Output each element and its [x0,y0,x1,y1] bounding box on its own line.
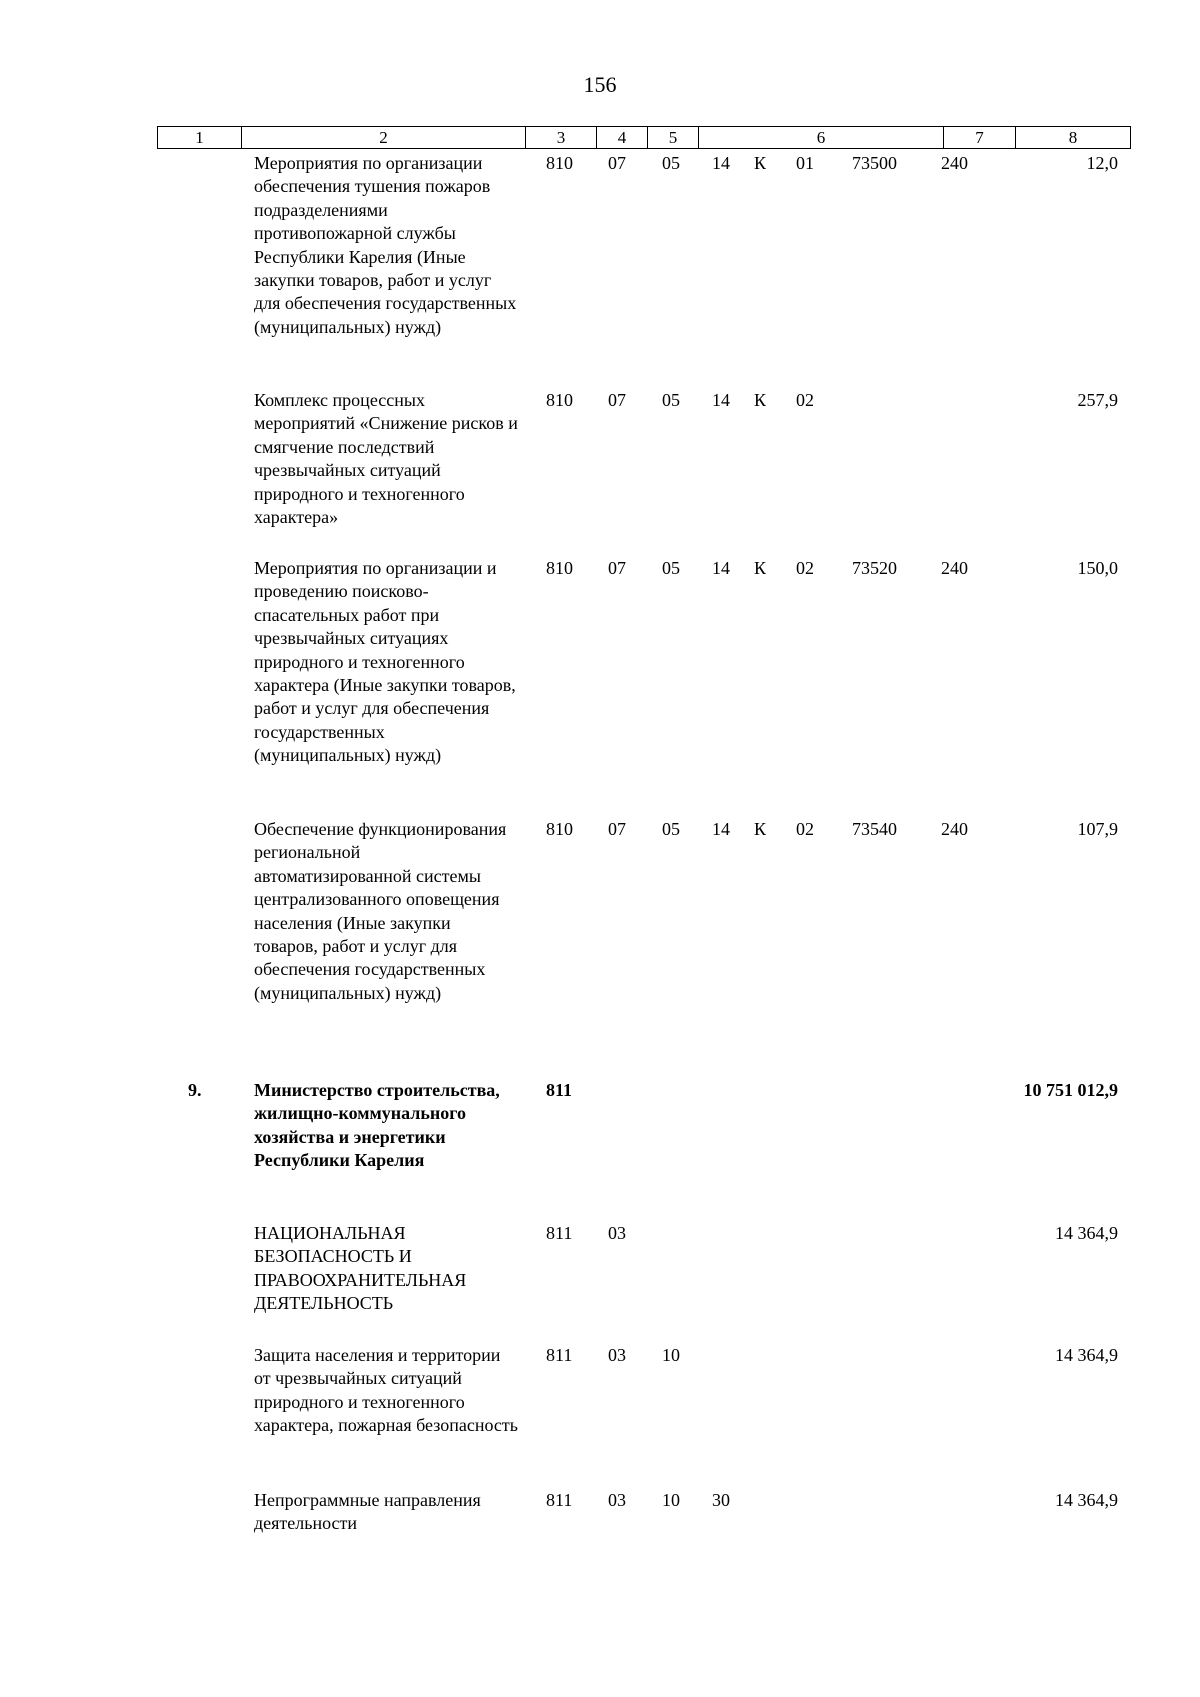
table-header [157,126,1131,151]
row-name: Комплекс процессных мероприятий «Снижение рисков и смягчение последствий чрезвычайных ситуаций природного и техногенного характера» [254,390,518,528]
row-amount: 14 364,9 [1055,1345,1118,1365]
row-code-6c: 02 [796,390,814,410]
row-code-3: 811 [546,1080,573,1100]
row-code-6a: 14 [712,153,730,173]
row-code-4: 03 [608,1345,626,1365]
row-code-6a: 14 [712,819,730,839]
row-code-6c: 02 [796,558,814,578]
row-code-4: 03 [608,1490,626,1510]
row-amount: 14 364,9 [1055,1490,1118,1510]
header-col-5: 5 [647,126,699,149]
row-code-6b: К [754,153,767,173]
row-code-4: 03 [608,1223,626,1243]
row-amount: 257,9 [1077,390,1118,410]
row-code-6c: 02 [796,819,814,839]
row-name: Защита населения и территории от чрезвычайных ситуаций природного и техногенного характера, пожарная безопасность [254,1345,518,1436]
row-name: Министерство строительства, жилищно-коммунального хозяйства и энергетики Республики Карелия [254,1080,500,1171]
row-code-6d: 73540 [852,819,897,839]
row-code-5: 05 [662,819,680,839]
row-code-6a: 14 [712,390,730,410]
row-code-3: 810 [546,390,573,410]
row-code-7: 240 [941,153,968,173]
row-code-7: 240 [941,558,968,578]
row-amount: 107,9 [1077,819,1118,839]
row-code-5: 10 [662,1490,680,1510]
row-code-4: 07 [608,558,626,578]
page-number: 156 [583,72,617,97]
row-code-6a: 30 [712,1490,730,1510]
row-code-6c: 01 [796,153,814,173]
header-col-7: 7 [943,126,1016,149]
row-code-3: 811 [546,1490,573,1510]
row-name: Обеспечение функционирования региональной автоматизированной системы централизованного оповещения населения (Иные закупки товаров, работ и услуг для обеспечения государственных (муниципальных) нужд) [254,819,507,1003]
row-name: Непрограммные направления деятельности [254,1490,481,1534]
row-code-5: 05 [662,153,680,173]
row-name: Мероприятия по организации и проведению поисково-спасательных работ при чрезвычайных ситуациях природного и техногенного характера (Иные закупки товаров, работ и услуг для обеспечения государственных (муниципальных) нужд) [254,558,516,766]
row-code-3: 811 [546,1345,573,1365]
row-code-5: 05 [662,558,680,578]
row-number: 9. [188,1080,202,1100]
header-col-8: 8 [1015,126,1131,149]
row-code-5: 10 [662,1345,680,1365]
row-code-6b: К [754,819,767,839]
row-amount: 10 751 012,9 [1023,1080,1118,1100]
row-code-3: 810 [546,153,573,173]
row-code-6b: К [754,390,767,410]
row-code-6d: 73520 [852,558,897,578]
row-amount: 12,0 [1086,153,1118,173]
row-name: НАЦИОНАЛЬНАЯ БЕЗОПАСНОСТЬ И ПРАВООХРАНИТЕЛЬНАЯ ДЕЯТЕЛЬНОСТЬ [254,1223,467,1314]
row-code-4: 07 [608,819,626,839]
row-code-7: 240 [941,819,968,839]
header-col-4: 4 [596,126,648,149]
row-code-4: 07 [608,390,626,410]
row-amount: 150,0 [1077,558,1118,578]
row-code-6a: 14 [712,558,730,578]
row-code-6d: 73500 [852,153,897,173]
row-code-3: 811 [546,1223,573,1243]
header-col-3: 3 [525,126,597,149]
header-col-6: 6 [698,126,944,149]
header-col-1: 1 [157,126,242,149]
row-code-3: 810 [546,558,573,578]
row-code-5: 05 [662,390,680,410]
header-col-2: 2 [241,126,526,149]
row-code-3: 810 [546,819,573,839]
row-code-6b: К [754,558,767,578]
row-amount: 14 364,9 [1055,1223,1118,1243]
row-name: Мероприятия по организации обеспечения тушения пожаров подразделениями противопожарной службы Республики Карелия (Иные закупки товаров, работ и услуг для обеспечения государственных (муниципальных) нужд) [254,153,517,337]
row-code-4: 07 [608,153,626,173]
